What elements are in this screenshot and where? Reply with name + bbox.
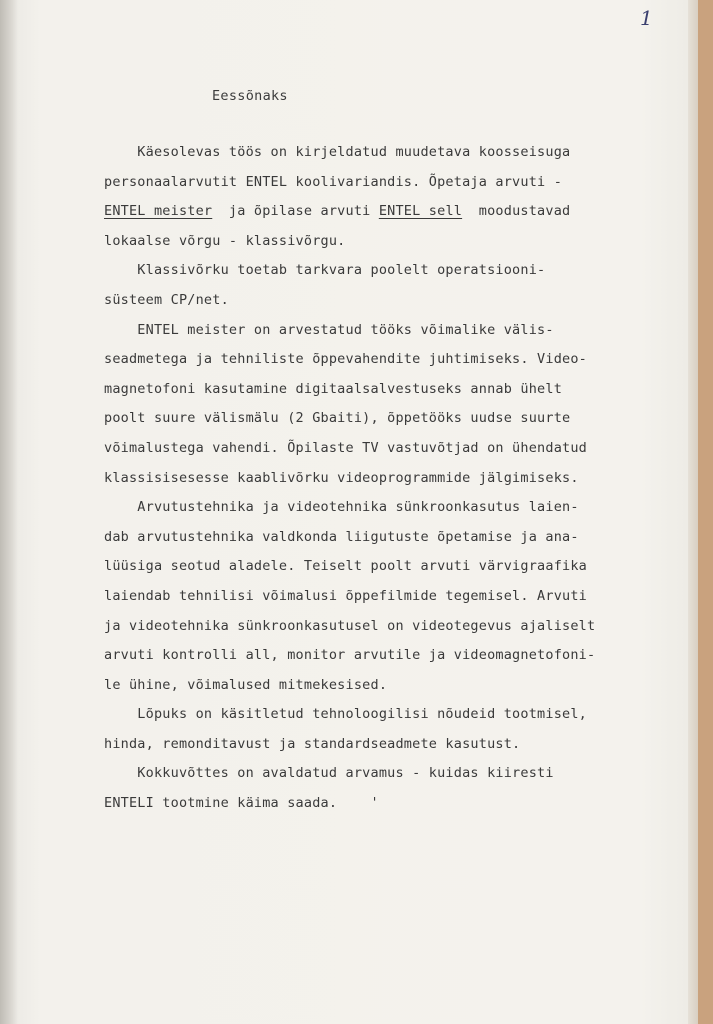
text-line xyxy=(104,641,644,671)
text-segment: moodustavad xyxy=(462,203,571,220)
text-segment: hinda, remonditavust ja standardseadmete kasutust. xyxy=(104,735,521,752)
text-line xyxy=(104,286,644,316)
text-segment: poolt suure välismälu (2 Gbaiti), õppetööks uudse suurte xyxy=(104,410,571,427)
text-line xyxy=(104,168,644,198)
text-segment: klassisisesesse kaablivõrku videoprogrammide jälgimiseks. xyxy=(104,469,579,486)
text-segment: lüüsiga seotud aladele. Teiselt poolt arvuti värvigraafika xyxy=(104,558,588,575)
text-segment: ja videotehnika sünkroonkasutusel on videotegevus ajaliselt xyxy=(104,617,596,634)
text-segment: võimalustega vahendi. Õpilaste TV vastuvõtjad on ühendatud xyxy=(104,439,588,456)
text-line xyxy=(104,552,644,582)
text-line xyxy=(104,316,644,346)
text-line xyxy=(104,227,644,257)
text-line xyxy=(104,138,644,168)
body-text xyxy=(104,138,644,819)
text-segment: Käesolevas töös on kirjeldatud muudetava koosseisuga xyxy=(104,144,571,160)
text-segment: magnetofoni kasutamine digitaalsalvestuseks annab ühelt xyxy=(104,380,563,397)
paragraph xyxy=(104,256,644,315)
text-line xyxy=(104,700,644,730)
text-line xyxy=(104,464,644,494)
page-number: 1 xyxy=(640,6,653,30)
text-segment: süsteem CP/net. xyxy=(104,291,229,308)
text-segment: Kokkuvõttes on avaldatud arvamus - kuidas kiiresti xyxy=(104,765,554,782)
text-segment: dab arvutustehnika valdkonda liigutuste õpetamise ja ana- xyxy=(104,528,579,545)
text-line xyxy=(104,493,644,523)
page-edge xyxy=(688,0,698,1024)
text-line xyxy=(104,256,644,286)
page-title: Eessõnaks xyxy=(212,88,288,104)
text-segment: le ühine, võimalused mitmekesised. xyxy=(104,676,388,693)
underlined-term: ENTEL sell xyxy=(378,203,463,220)
text-segment: lokaalse võrgu - klassivõrgu. xyxy=(104,232,346,249)
text-line xyxy=(104,404,644,434)
text-line xyxy=(104,759,644,789)
text-segment: ENTEL meister on arvestatud tööks võimalike välis- xyxy=(104,321,554,338)
underlined-term: ENTEL meister xyxy=(104,203,213,220)
text-segment: ENTELI tootmine käima saada. ' xyxy=(104,795,379,812)
text-segment: personaalarvutit ENTEL koolivariandis. Õpetaja arvuti - xyxy=(104,173,563,190)
text-segment: ja õpilase arvuti xyxy=(212,203,379,220)
text-line xyxy=(104,789,644,819)
paragraph xyxy=(104,700,644,759)
text-line xyxy=(104,434,644,464)
text-segment: Arvutustehnika ja videotehnika sünkroonkasutus laien- xyxy=(104,499,579,516)
text-line xyxy=(104,582,644,612)
paragraph xyxy=(104,493,644,700)
text-line xyxy=(104,730,644,760)
paragraph xyxy=(104,316,644,494)
text-line xyxy=(104,197,644,227)
paragraph xyxy=(104,138,644,256)
paragraph xyxy=(104,759,644,818)
text-segment: arvuti kontrolli all, monitor arvutile ja videomagnetofoni- xyxy=(104,647,596,664)
text-line xyxy=(104,612,644,642)
text-line xyxy=(104,375,644,405)
text-line xyxy=(104,345,644,375)
text-segment: laiendab tehnilisi võimalusi õppefilmide tegemisel. Arvuti xyxy=(104,587,588,604)
text-segment: Lõpuks on käsitletud tehnoloogilisi nõudeid tootmisel, xyxy=(104,706,588,723)
text-segment: seadmetega ja tehniliste õppevahendite juhtimiseks. Video- xyxy=(104,351,588,368)
binding-shadow xyxy=(0,0,18,1024)
text-segment: Klassivõrku toetab tarkvara poolelt operatsiooni- xyxy=(104,262,546,279)
text-line xyxy=(104,523,644,553)
text-line xyxy=(104,671,644,701)
